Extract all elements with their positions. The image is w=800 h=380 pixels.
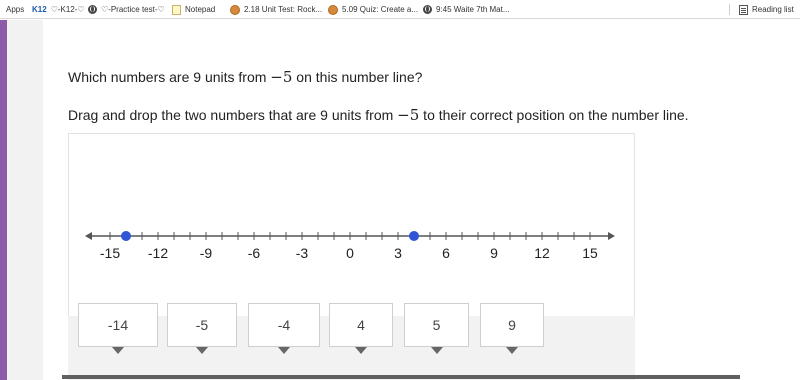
- instruction-text: Drag and drop the two numbers that are 9 units from −5 to their correct position on the number line.: [68, 106, 689, 124]
- bookmark-apps[interactable]: [6, 0, 24, 19]
- bookmark-label: 9:45 Waite 7th Mat...: [436, 5, 510, 14]
- reading-list-label: Reading list: [752, 5, 794, 14]
- number-tile[interactable]: -4: [248, 303, 320, 347]
- tick-label: 6: [442, 245, 450, 261]
- bookmarks-divider: [729, 4, 730, 15]
- tile-dropdown-arrow-icon[interactable]: [355, 347, 367, 354]
- number-tile[interactable]: -14: [78, 303, 158, 347]
- axis-arrow-right: [608, 232, 615, 240]
- tile-dropdown-arrow-icon[interactable]: [196, 347, 208, 354]
- bookmark-k12[interactable]: [32, 0, 85, 19]
- notepad-icon: [172, 5, 181, 15]
- placed-point[interactable]: [121, 231, 131, 241]
- tick-label: -3: [295, 245, 309, 261]
- k12-logo-icon: K12: [32, 5, 47, 14]
- bookmark-label: ♡-K12-♡: [50, 5, 85, 14]
- number-tile[interactable]: -5: [167, 303, 237, 347]
- placed-point[interactable]: [409, 231, 419, 241]
- tick-label: 3: [394, 245, 402, 261]
- accent-strip: [0, 20, 7, 380]
- tile-dropdown-arrow-icon[interactable]: [506, 347, 518, 354]
- reading-list-icon: [739, 5, 748, 15]
- tick-label: -12: [147, 245, 169, 261]
- tick-label: 15: [582, 245, 598, 261]
- bookmark-quiz[interactable]: [328, 0, 418, 19]
- bookmarks-bar: [0, 0, 800, 19]
- tile-dropdown-arrow-icon[interactable]: [431, 347, 443, 354]
- number-tile[interactable]: 9: [480, 303, 544, 347]
- reading-list-button[interactable]: [739, 0, 794, 19]
- bookmark-label: ♡-Practice test-♡: [101, 5, 165, 14]
- tick-label: 12: [534, 245, 550, 261]
- bookmark-unit-test[interactable]: [230, 0, 322, 19]
- left-gutter: [7, 20, 43, 380]
- tick-label: -9: [199, 245, 213, 261]
- globe-icon: [88, 5, 97, 14]
- tile-dropdown-arrow-icon[interactable]: [278, 347, 290, 354]
- tick-label: -6: [247, 245, 261, 261]
- site-favicon-icon: [328, 5, 338, 15]
- number-line[interactable]: [68, 215, 618, 265]
- tick-label: 0: [346, 245, 354, 261]
- number-tile[interactable]: 4: [329, 303, 393, 347]
- bookmark-waite-math[interactable]: [423, 0, 510, 19]
- bookmark-label: 2.18 Unit Test: Rock...: [244, 5, 323, 14]
- math-value: −5: [270, 68, 293, 86]
- horizontal-scrollbar[interactable]: [62, 375, 740, 379]
- tick-label: -15: [99, 245, 121, 261]
- bookmark-label: Apps: [6, 5, 25, 14]
- bookmark-practice-test[interactable]: [88, 0, 165, 19]
- number-tile[interactable]: 5: [404, 303, 469, 347]
- tile-dropdown-arrow-icon[interactable]: [112, 347, 124, 354]
- tick-label: 9: [490, 245, 498, 261]
- bookmark-notepad[interactable]: [172, 0, 215, 19]
- math-value: −5: [397, 106, 420, 124]
- bookmark-label: 5.09 Quiz: Create a...: [342, 5, 419, 14]
- site-favicon-icon: [230, 5, 240, 15]
- globe-icon: [423, 5, 432, 14]
- question-text: Which numbers are 9 units from −5 on this number line?: [68, 68, 423, 86]
- bookmark-label: Notepad: [185, 5, 216, 14]
- axis-arrow-left: [85, 232, 92, 240]
